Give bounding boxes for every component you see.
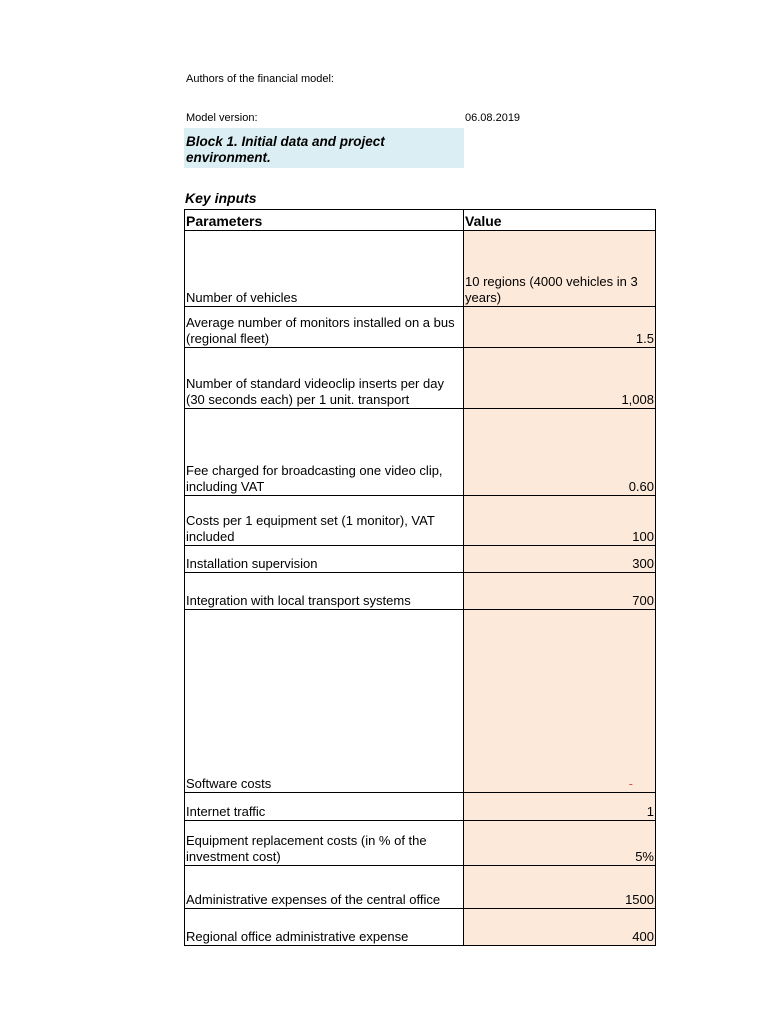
value-cell[interactable]: - — [464, 610, 656, 793]
table-row — [185, 610, 656, 793]
table-row — [185, 546, 656, 573]
table-row — [185, 909, 656, 946]
value-cell[interactable]: 1,008 — [464, 348, 656, 409]
value-cell[interactable]: 700 — [464, 573, 656, 610]
value-cell[interactable]: 0.60 — [464, 409, 656, 496]
header-value[interactable]: Value — [464, 210, 656, 231]
value-cell[interactable]: 300 — [464, 546, 656, 573]
section-title: Key inputs — [185, 190, 257, 206]
value-cell[interactable]: 100 — [464, 496, 656, 546]
param-cell[interactable]: Internet traffic — [185, 793, 464, 821]
value-cell[interactable]: 1.5 — [464, 307, 656, 348]
table-row — [185, 573, 656, 610]
param-cell[interactable]: Software costs — [185, 610, 464, 793]
param-cell[interactable]: Administrative expenses of the central office — [185, 866, 464, 909]
param-cell[interactable]: Integration with local transport systems — [185, 573, 464, 610]
table-row — [185, 307, 656, 348]
param-cell[interactable]: Fee charged for broadcasting one video clip, including VAT — [185, 409, 464, 496]
table-row — [185, 793, 656, 821]
value-cell[interactable]: 1 — [464, 793, 656, 821]
param-cell[interactable]: Installation supervision — [185, 546, 464, 573]
param-cell[interactable]: Costs per 1 equipment set (1 monitor), VAT included — [185, 496, 464, 546]
model-version-value[interactable]: 06.08.2019 — [465, 112, 521, 124]
param-cell[interactable]: Number of standard videoclip inserts per day (30 seconds each) per 1 unit. transport — [185, 348, 464, 409]
value-cell[interactable]: 400 — [464, 909, 656, 946]
param-cell[interactable]: Number of vehicles — [185, 231, 464, 307]
table-row — [185, 348, 656, 409]
table-header-row — [185, 210, 656, 231]
table-row — [185, 409, 656, 496]
authors-label: Authors of the financial model: — [186, 73, 334, 85]
param-cell[interactable]: Equipment replacement costs (in % of the investment cost) — [185, 821, 464, 866]
table-row — [185, 821, 656, 866]
key-inputs-table — [184, 209, 656, 946]
value-cell[interactable]: 10 regions (4000 vehicles in 3 years) — [464, 231, 656, 307]
param-cell[interactable]: Average number of monitors installed on a bus (regional fleet) — [185, 307, 464, 348]
value-cell[interactable]: 1500 — [464, 866, 656, 909]
model-version-label: Model version: — [186, 112, 258, 124]
table-row — [185, 866, 656, 909]
table-row — [185, 496, 656, 546]
value-cell[interactable]: 5% — [464, 821, 656, 866]
block-title: Block 1. Initial data and project environment. — [184, 128, 464, 168]
table-row — [185, 231, 656, 307]
param-cell[interactable]: Regional office administrative expense — [185, 909, 464, 946]
header-parameters[interactable]: Parameters — [185, 210, 464, 231]
